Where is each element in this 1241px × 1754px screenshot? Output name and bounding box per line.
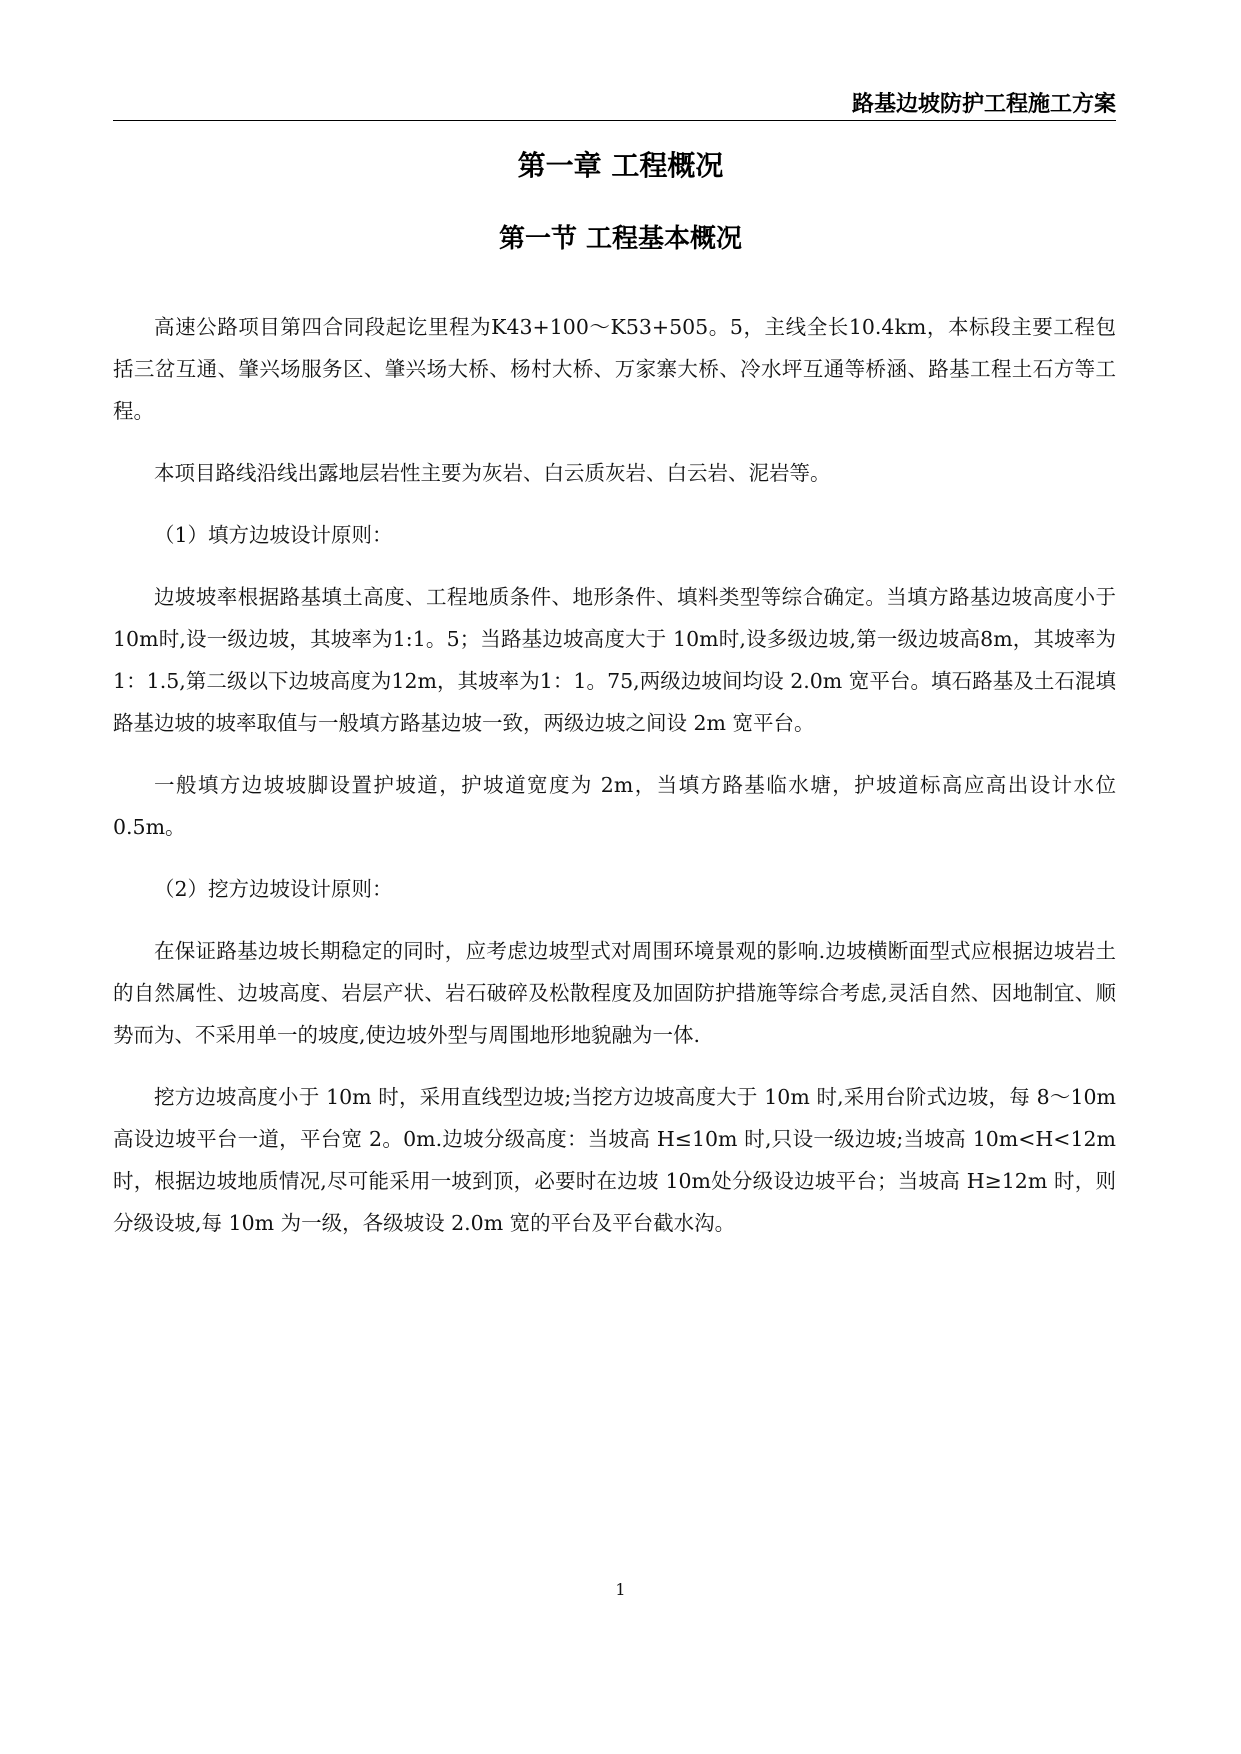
heading-fill-slope-principles: （1）填方边坡设计原则： — [154, 523, 393, 547]
running-header: 路基边坡防护工程施工方案 — [113, 92, 1116, 121]
paragraph-fill-slope-ratio: 边坡坡率根据路基填土高度、工程地质条件、地形条件、填料类型等综合确定。当填方路基边坡高度小于 10m时,设一级边坡，其坡率为1:1。5；当路基边坡高度大于 10m时,设多级边坡,第一级边坡高8m，其坡率为1：1.5,第二级以下边坡高度为12m，其坡率为1：1。75,两级边坡间均设 2.0m 宽平台。填石路基及土石混填路基边坡的坡率取值与一般填方路基边坡一致，两级边坡之间设 2m 宽平台。 — [113, 585, 1116, 735]
body-text — [113, 306, 1116, 1264]
chapter-title: 第一章 工程概况 — [517, 149, 724, 182]
heading-cut-slope-principles: （2）挖方边坡设计原则： — [154, 877, 393, 901]
paragraph-geology: 本项目路线沿线出露地层岩性主要为灰岩、白云质灰岩、白云岩、泥岩等。 — [154, 461, 831, 485]
page-number: 1 — [615, 1580, 626, 1599]
section-title: 第一节 工程基本概况 — [498, 224, 743, 254]
paragraph-berm: 一般填方边坡坡脚设置护坡道，护坡道宽度为 2m，当填方路基临水塘，护坡道标高应高出设计水位 0.5m。 — [113, 773, 1116, 839]
paragraph-cut-slope-height: 挖方边坡高度小于 10m 时，采用直线型边坡;当挖方边坡高度大于 10m 时,采用台阶式边坡，每 8～10m 高设边坡平台一道，平台宽 2。0m.边坡分级高度：当坡高 H≤10m 时,只设一级边坡;当坡高 10m<H<12m 时，根据边坡地质情况,尽可能采用一坡到顶，必要时在边坡 10m处分级设边坡平台；当坡高 H≥12m 时，则分级设坡,每 10m 为一级，各级坡设 2.0m 宽的平台及平台截水沟。 — [113, 1085, 1116, 1235]
paragraph-cut-slope-stability: 在保证路基边坡长期稳定的同时，应考虑边坡型式对周围环境景观的影响.边坡横断面型式应根据边坡岩土的自然属性、边坡高度、岩层产状、岩石破碎及松散程度及加固防护措施等综合考虑,灵活自然、因地制宜、顺势而为、不采用单一的坡度,使边坡外型与周围地形地貌融为一体. — [113, 939, 1116, 1047]
paragraph-project-overview: 高速公路项目第四合同段起讫里程为K43+100～K53+505。5，主线全长10.4km，本标段主要工程包括三岔互通、肇兴场服务区、肇兴场大桥、杨村大桥、万家寨大桥、冷水坪互通等桥涵、路基工程土石方等工程。 — [113, 315, 1116, 423]
